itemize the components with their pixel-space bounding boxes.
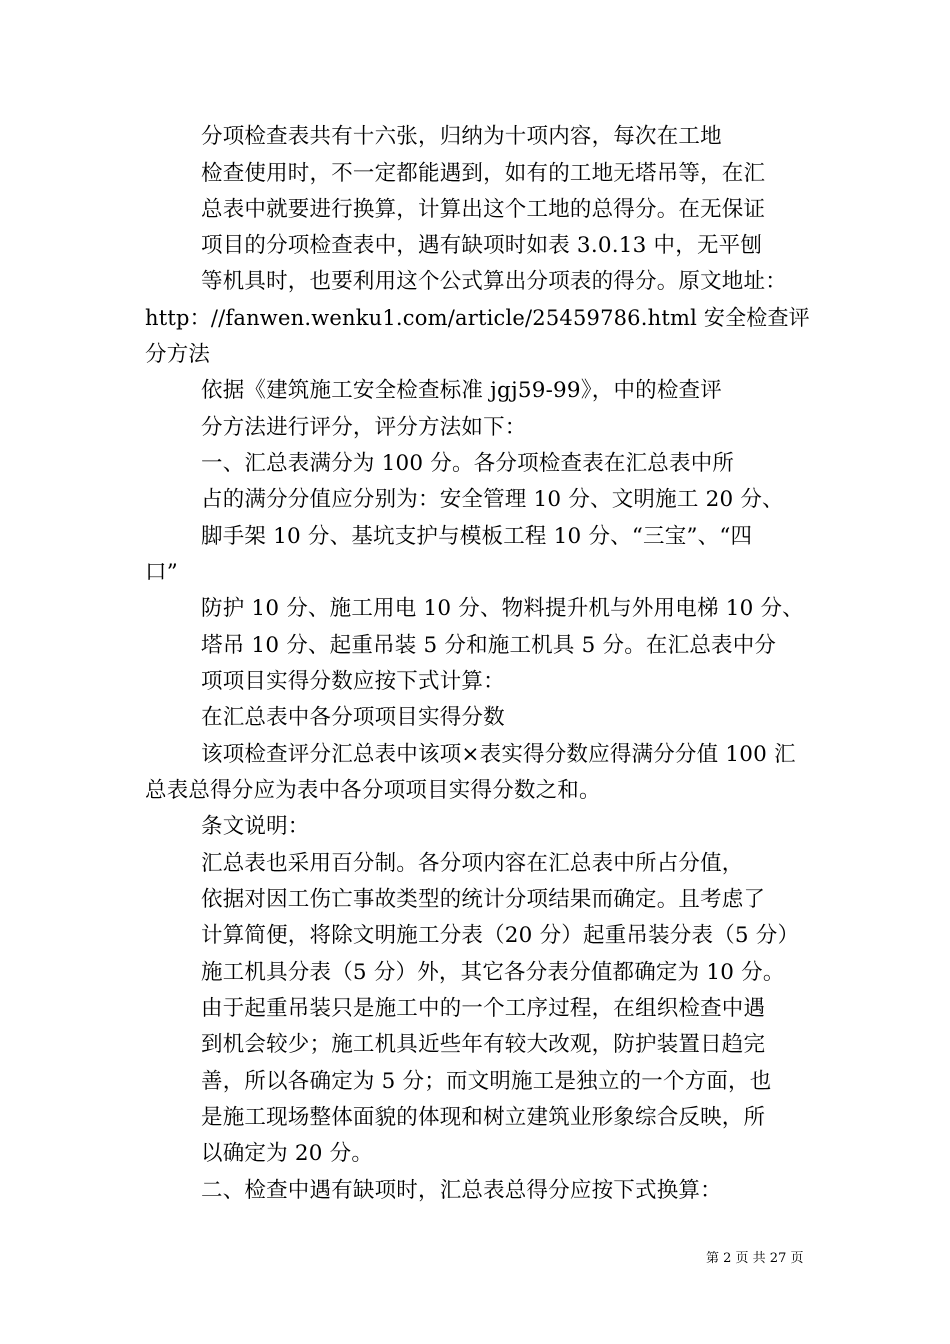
- text-line: 汇总表也采用百分制。各分项内容在汇总表中所占分值，: [201, 851, 744, 876]
- text-line: 善，所以各确定为 5 分；而文明施工是独立的一个方面，也: [201, 1069, 772, 1094]
- text-line: 由于起重吊装只是施工中的一个工序过程，在组织检查中遇: [201, 996, 766, 1021]
- text-line: 条文说明：: [201, 814, 310, 839]
- text-line: 到机会较少；施工机具近些年有较大改观，防护装置日趋完: [201, 1032, 766, 1057]
- text-line: 项目的分项检查表中，遇有缺项时如表 3.0.13 中，无平刨: [201, 233, 763, 258]
- text-line: 依据对因工伤亡事故类型的统计分项结果而确定。且考虑了: [201, 887, 766, 912]
- text-line: 该项检查评分汇总表中该项×表实得分数应得满分分值 100 汇: [201, 742, 796, 767]
- text-line: 占的满分分值应分别为：安全管理 10 分、文明施工 20 分、: [201, 487, 784, 512]
- text-line: 检查使用时，不一定都能遇到，如有的工地无塔吊等，在汇: [201, 161, 766, 186]
- text-line: 脚手架 10 分、基坑支护与模板工程 10 分、“三宝”、“四: [201, 524, 753, 549]
- text-line: 等机具时，也要利用这个公式算出分项表的得分。原文地址：: [201, 269, 787, 294]
- text-line: 一、汇总表满分为 100 分。各分项检查表在汇总表中所: [201, 451, 735, 476]
- text-line: 在汇总表中各分项项目实得分数: [201, 705, 505, 730]
- text-line: 分项检查表共有十六张，归纳为十项内容，每次在工地: [201, 124, 722, 149]
- text-line: 塔吊 10 分、起重吊装 5 分和施工机具 5 分。在汇总表中分: [201, 633, 777, 658]
- text-line: 依据《建筑施工安全检查标准 jgj59-99》，中的检查评: [201, 378, 722, 403]
- text-line: 以确定为 20 分。: [201, 1141, 374, 1166]
- text-line: 是施工现场整体面貌的体现和树立建筑业形象综合反映，所: [201, 1105, 766, 1130]
- text-line: 二、检查中遇有缺项时，汇总表总得分应按下式换算：: [201, 1178, 722, 1203]
- page-number-footer: 第 2 页 共 27 页: [706, 1251, 804, 1266]
- text-line: 总表总得分应为表中各分项项目实得分数之和。: [145, 778, 601, 803]
- text-line: 总表中就要进行换算，计算出这个工地的总得分。在无保证: [201, 197, 766, 222]
- text-line: 防护 10 分、施工用电 10 分、物料提升机与外用电梯 10 分、: [201, 596, 804, 621]
- text-line: 口”: [145, 560, 178, 585]
- text-line: 施工机具分表（5 分）外，其它各分表分值都确定为 10 分。: [201, 960, 785, 985]
- text-line: 计算简便，将除文明施工分表（20 分）起重吊装分表（5 分）: [201, 923, 800, 948]
- text-line: http：//fanwen.wenku1.com/article/25459786.html 安全检查评: [145, 306, 810, 331]
- text-line: 项项目实得分数应按下式计算：: [201, 669, 505, 694]
- text-line: 分方法进行评分，评分方法如下：: [201, 415, 527, 440]
- text-line: 分方法: [145, 342, 211, 367]
